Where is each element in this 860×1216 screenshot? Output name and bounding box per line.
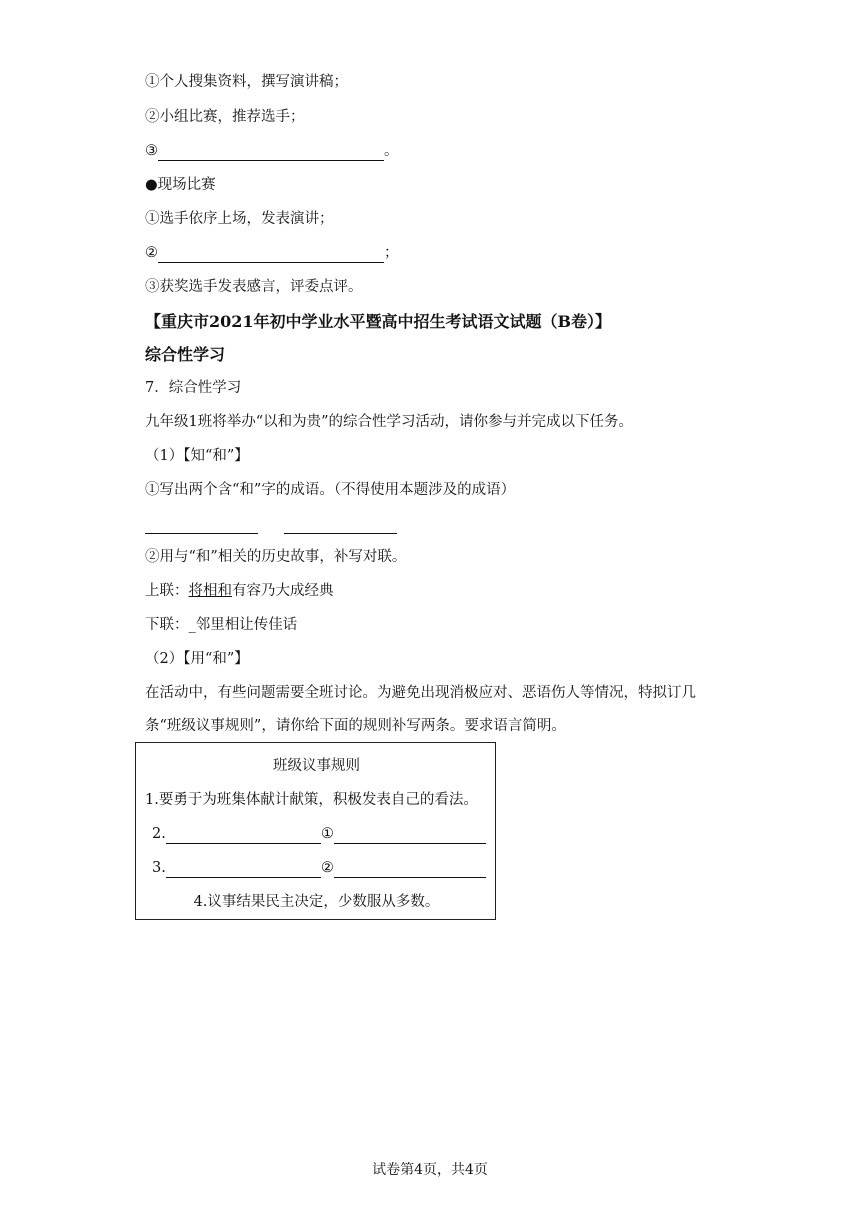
rules-title: 班级议事规则 (273, 758, 360, 774)
part1-title: （1）【知“和”】 (145, 448, 249, 464)
rule-3-blank-b[interactable] (334, 863, 486, 878)
idiom-blank-1[interactable] (145, 519, 258, 534)
couplet-upper (145, 581, 334, 601)
prep-step-2: ②小组比赛，推荐选手； (145, 109, 305, 125)
blank-suffix: ； (384, 245, 399, 261)
rule-2-mark: ① (320, 826, 334, 842)
part1-question-1: ①写出两个含“和”字的成语。（不得使用本题涉及的成语） (145, 482, 516, 498)
couplet-upper-rest: 有容乃大成经典 (232, 583, 334, 599)
question-title: 7．综合性学习 (145, 380, 242, 396)
blank-suffix: 。 (384, 143, 399, 159)
live-step-1: ①选手依序上场，发表演讲； (145, 211, 334, 227)
page-footer: 试卷第4页，共4页 (372, 1162, 488, 1178)
rule-4: 4.议事结果民主决定，少数服从多数。 (193, 894, 440, 910)
exam-source-title: 【重庆市2021年初中学业水平暨高中招生考试语文试题（B卷）】 (145, 312, 612, 331)
rule-2-blank-b[interactable] (334, 829, 486, 844)
couplet-upper-underlined: 将相和 (188, 583, 232, 599)
idiom-blank-2[interactable] (284, 519, 397, 534)
couplet-lower: 下联：_邻里相让传佳话 (145, 617, 298, 633)
rule-1: 1.要勇于为班集体献计献策，积极发表自己的看法。 (145, 792, 478, 808)
rule-3-blank[interactable] (166, 863, 321, 878)
section-live-heading: ●现场比赛 (145, 177, 216, 193)
rule-3-mark: ② (320, 860, 334, 876)
prep-step-1: ①个人搜集资料，撰写演讲稿； (145, 74, 348, 90)
blank-prefix: ② (145, 245, 158, 261)
part1-question-2: ②用与“和”相关的历史故事，补写对联。 (145, 549, 407, 565)
part2-title: （2）【用“和”】 (145, 651, 249, 667)
couplet-upper-label: 上联： (145, 583, 189, 599)
part2-text-line-2: 条“班级议事规则”，请你给下面的规则补写两条。要求语言简明。 (145, 718, 566, 734)
rule-2-line (152, 824, 486, 844)
blank-prefix: ③ (145, 143, 158, 159)
answer-blank[interactable] (158, 146, 384, 161)
idiom-answer-blanks (145, 514, 397, 534)
part2-text-line-1: 在活动中，有些问题需要全班讨论。为避免出现消极应对、恶语伤人等情况，特拟订几 (145, 685, 696, 701)
rules-box (135, 742, 496, 920)
answer-blank[interactable] (158, 248, 384, 263)
rule-3-line (152, 858, 486, 878)
live-step-2-blank-line (145, 243, 399, 263)
rule-2-blank[interactable] (166, 829, 321, 844)
rule-3-number: 3. (152, 860, 166, 876)
live-step-3: ③获奖选手发表感言，评委点评。 (145, 279, 363, 295)
prep-step-3-blank-line (145, 141, 399, 161)
section-heading: 综合性学习 (145, 345, 226, 364)
rule-2-number: 2. (152, 826, 166, 842)
question-intro: 九年级1班将举办“以和为贵”的综合性学习活动，请你参与并完成以下任务。 (145, 414, 634, 430)
